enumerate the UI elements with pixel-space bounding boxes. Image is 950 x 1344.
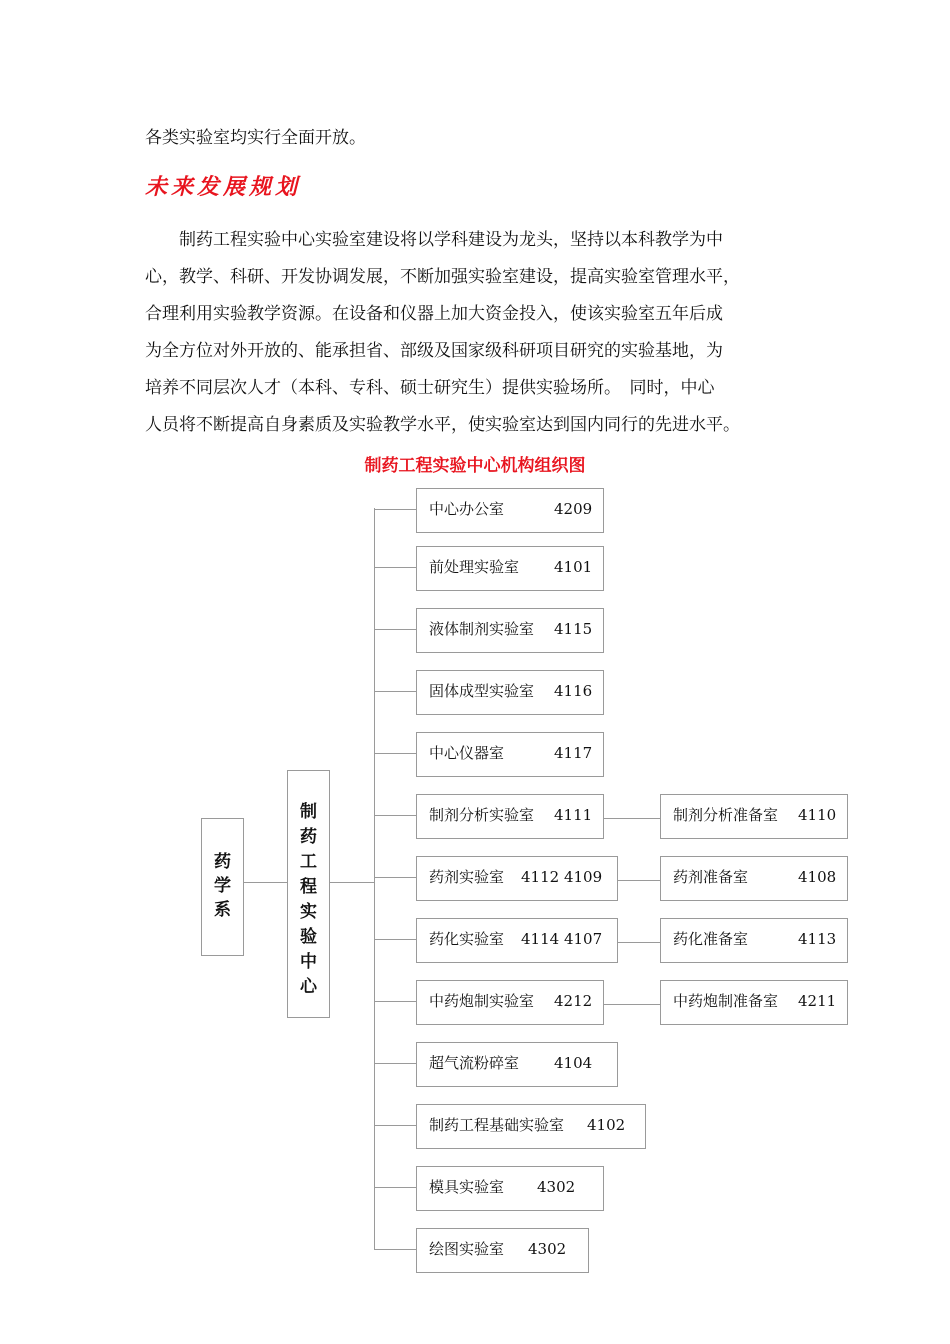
lab-unit-name: 模具实验室 xyxy=(429,1178,505,1196)
unit-branch-connector xyxy=(374,629,416,630)
lab-unit-room: 4302 xyxy=(537,1178,576,1196)
branch-spine xyxy=(374,508,375,1250)
lab-unit-box xyxy=(416,918,618,963)
prep-room-name: 药化准备室 xyxy=(673,930,749,948)
lab-unit-room: 4112 4109 xyxy=(521,868,603,886)
unit-branch-connector xyxy=(374,753,416,754)
lab-unit-room: 4212 xyxy=(554,992,593,1010)
lab-unit-name: 绘图实验室 xyxy=(429,1240,505,1258)
section-heading: 未来发展规划 xyxy=(145,174,302,200)
vertical-char: 学 xyxy=(214,876,231,896)
prep-room-box xyxy=(660,918,848,963)
lab-unit-box xyxy=(416,546,604,591)
lab-unit-name: 中心仪器室 xyxy=(429,744,505,762)
vertical-char: 中 xyxy=(300,952,317,972)
prep-room-box xyxy=(660,980,848,1025)
lab-unit-room: 4209 xyxy=(554,500,593,518)
prep-room-box xyxy=(660,856,848,901)
lab-unit-name: 前处理实验室 xyxy=(429,558,520,576)
unit-branch-connector xyxy=(374,509,416,510)
prep-room-connector xyxy=(618,942,660,943)
paragraph-line: 心，教学、科研、开发协调发展，不断加强实验室建设，提高实验室管理水平， xyxy=(145,267,740,287)
lab-unit-box xyxy=(416,1042,618,1087)
unit-branch-connector xyxy=(374,1063,416,1064)
lab-unit-box xyxy=(416,980,604,1025)
lab-unit-name: 液体制剂实验室 xyxy=(429,620,535,638)
vertical-char: 药 xyxy=(300,827,317,847)
unit-branch-connector xyxy=(374,1001,416,1002)
paragraph-line: 制药工程实验中心实验室建设将以学科建设为龙头，坚持以本科教学为中 xyxy=(145,230,723,250)
center-spine-connector xyxy=(330,882,374,883)
unit-branch-connector xyxy=(374,1125,416,1126)
lab-unit-name: 制药工程基础实验室 xyxy=(429,1116,565,1134)
unit-branch-connector xyxy=(374,815,416,816)
vertical-char: 制 xyxy=(300,802,317,822)
lab-unit-room: 4104 xyxy=(554,1054,593,1072)
prep-room-number: 4108 xyxy=(798,868,837,886)
lab-unit-box xyxy=(416,670,604,715)
vertical-char: 系 xyxy=(214,900,231,920)
paragraph-line: 培养不同层次人才（本科、专科、硕士研究生）提供实验场所。 同时，中心 xyxy=(145,378,715,398)
paragraph-line: 为全方位对外开放的、能承担省、部级及国家级科研项目研究的实验基地，为 xyxy=(145,341,723,361)
prep-room-number: 4211 xyxy=(798,992,837,1010)
lab-unit-room: 4302 xyxy=(528,1240,567,1258)
lab-unit-name: 制剂分析实验室 xyxy=(429,806,535,824)
lab-unit-box xyxy=(416,732,604,777)
root-center-connector xyxy=(244,882,287,883)
lab-unit-room: 4102 xyxy=(587,1116,626,1134)
lab-unit-room: 4116 xyxy=(554,682,593,700)
vertical-char: 药 xyxy=(214,852,231,872)
intro-tail-text: 各类实验室均实行全面开放。 xyxy=(145,128,366,148)
unit-branch-connector xyxy=(374,877,416,878)
lab-unit-name: 中心办公室 xyxy=(429,500,505,518)
center-box xyxy=(287,770,330,1018)
unit-branch-connector xyxy=(374,1187,416,1188)
vertical-char: 心 xyxy=(300,977,317,997)
prep-room-connector xyxy=(618,880,660,881)
prep-room-name: 制剂分析准备室 xyxy=(673,806,779,824)
unit-branch-connector xyxy=(374,691,416,692)
prep-room-number: 4113 xyxy=(798,930,837,948)
diagram-title: 制药工程实验中心机构组织图 xyxy=(364,456,586,476)
lab-unit-box xyxy=(416,1166,604,1211)
paragraph-line: 人员将不断提高自身素质及实验教学水平，使实验室达到国内同行的先进水平。 xyxy=(145,415,740,435)
lab-unit-room: 4117 xyxy=(554,744,593,762)
unit-branch-connector xyxy=(374,567,416,568)
lab-unit-box xyxy=(416,608,604,653)
vertical-char: 验 xyxy=(300,927,317,947)
lab-unit-name: 中药炮制实验室 xyxy=(429,992,535,1010)
vertical-char: 工 xyxy=(300,852,317,872)
lab-unit-box xyxy=(416,856,618,901)
vertical-char: 程 xyxy=(300,877,317,897)
prep-room-box xyxy=(660,794,848,839)
lab-unit-name: 固体成型实验室 xyxy=(429,682,535,700)
prep-room-number: 4110 xyxy=(798,806,837,824)
lab-unit-room: 4114 4107 xyxy=(521,930,603,948)
lab-unit-room: 4115 xyxy=(554,620,593,638)
root-department-box xyxy=(201,818,244,956)
prep-room-connector xyxy=(604,1004,660,1005)
lab-unit-name: 超气流粉碎室 xyxy=(429,1054,520,1072)
lab-unit-name: 药剂实验室 xyxy=(429,868,505,886)
lab-unit-room: 4101 xyxy=(554,558,593,576)
lab-unit-box xyxy=(416,794,604,839)
lab-unit-box xyxy=(416,488,604,533)
unit-branch-connector xyxy=(374,1249,416,1250)
prep-room-name: 药剂准备室 xyxy=(673,868,749,886)
vertical-char: 实 xyxy=(300,902,317,922)
unit-branch-connector xyxy=(374,939,416,940)
lab-unit-room: 4111 xyxy=(554,806,593,824)
prep-room-connector xyxy=(604,818,660,819)
lab-unit-name: 药化实验室 xyxy=(429,930,505,948)
lab-unit-box xyxy=(416,1228,589,1273)
prep-room-name: 中药炮制准备室 xyxy=(673,992,779,1010)
paragraph-line: 合理利用实验教学资源。在设备和仪器上加大资金投入，使该实验室五年后成 xyxy=(145,304,723,324)
lab-unit-box xyxy=(416,1104,646,1149)
